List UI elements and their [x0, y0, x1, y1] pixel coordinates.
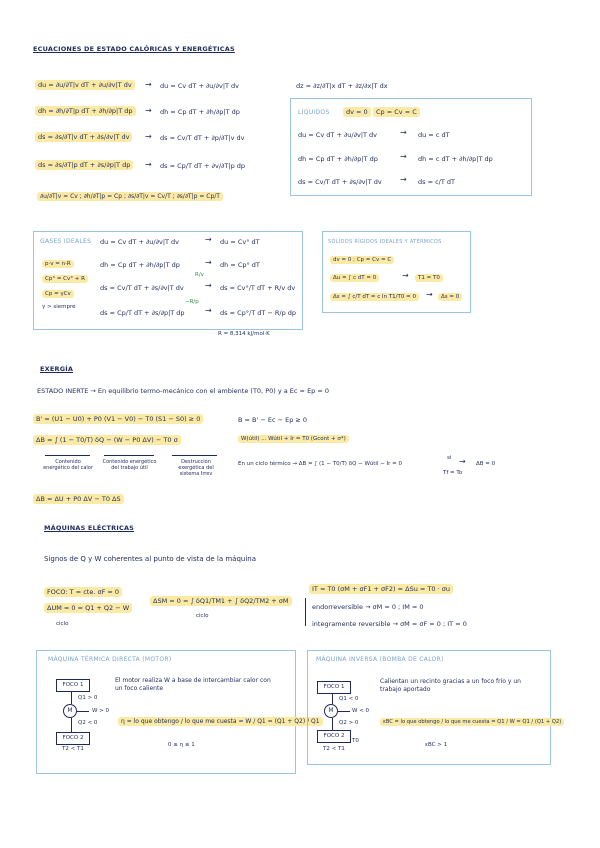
bomba-w: W < 0 [352, 708, 370, 714]
motor-q1: Q1 > 0 [78, 695, 98, 701]
bomba-range: εBC > 1 [425, 742, 448, 748]
arrow-icon: → [426, 290, 433, 299]
foco-text: FOCO: T = cte. σF = 0 [44, 587, 122, 597]
liquidos-du-result: du = c dT [418, 131, 450, 139]
eq-identities: ∂u/∂T|v = Cv ; ∂h/∂T|p = Cp ; ∂s/∂T|v = Cv/T ; ∂s/∂T|p = Cp/T [37, 192, 223, 201]
gases-prop-1: Cp° = Cv° + R [42, 275, 88, 283]
eq-dh-partial: dh = ∂h/∂T|p dT + ∂h/∂p|T dp [35, 106, 136, 116]
liquidos-cond-cp: Cp = Cv = C [373, 107, 420, 117]
eq-ds1-partial: ds = ∂s/∂T|v dT + ∂s/∂v|T dv [35, 132, 132, 142]
arrow-icon: → [145, 106, 152, 115]
gases-du: du = Cv dT + ∂u/∂v|T dv [100, 238, 180, 246]
signos-text: Signos de Q y W coherentes al punto de vista de la máquina [44, 555, 257, 563]
exergia-delta-b: ΔB = ∫ (1 − T0/T) δQ − (W − P0 ΔV) − T0 σ [33, 435, 181, 445]
bracket-line [305, 598, 306, 626]
arrow-icon: → [400, 175, 407, 184]
motor-w: W > 0 [92, 708, 110, 714]
arrow-icon: → [145, 132, 152, 141]
irrev-total: IT = T0 (σM + σF1 + σF2) = ΔSu = T0 · σu [309, 584, 453, 594]
gases-ds1-result: ds = Cv°/T dT + R/v dv [220, 284, 296, 292]
ciclo-label-2: ciclo [196, 613, 209, 619]
arrow-icon: → [459, 457, 466, 466]
exergia-ciclo-si: si [447, 455, 452, 461]
eq-dh-result: dh = Cp dT + ∂h/∂p|T dp [160, 108, 240, 116]
endorreversible: endorreversible → σM = 0 ; IM = 0 [312, 603, 424, 611]
bomba-line-top [332, 693, 333, 704]
solidos-title: SÓLIDOS RÍGIDOS IDEALES Y ATÉRMICOS [328, 239, 442, 245]
eq-ds1-result: ds = Cv/T dT + ∂p/∂T|v dv [160, 134, 245, 142]
arrow-icon: → [145, 160, 152, 169]
solidos-du: Δu = ∫ c dT = 0 [330, 274, 379, 282]
exergia-delta-b2: ΔB = ΔU + P0 ΔV − T0 ΔS [33, 494, 124, 504]
eq-dz: dz = ∂z/∂T|x dT + ∂z/∂x|T dx [296, 82, 388, 90]
delta-um: ΔUM = 0 = Q1 + Q2 − W [44, 603, 132, 613]
gases-title: GASES IDEALES [40, 238, 92, 245]
bomba-desc: Calientan un recinto gracias a un foco frío y un trabajo aportado [380, 678, 521, 693]
arrow-icon: → [205, 281, 212, 290]
solidos-cond: dv = 0 ; Cp = Cv = C [330, 256, 394, 264]
motor-eta: η = lo que obtengo / lo que me cuesta = W / Q1 = (Q1 + Q2) / Q1 [118, 717, 323, 726]
motor-line-top [71, 691, 72, 704]
exergia-w-util: W(útil) ... Wútil + Ir = T0 (Gcont + σ*) [238, 435, 349, 443]
gases-note-rv: R/v [195, 272, 204, 278]
liquidos-dh-result: dh = c dT + ∂h/∂p|T dp [418, 155, 493, 163]
bomba-eps: εBC = lo que obtengo / lo que me cuesta = Q1 / W = Q1 / (Q1 + Q2) [380, 718, 564, 726]
motor-temp: T2 < T1 [62, 746, 84, 752]
gas-constant: R = 8,314 kJ/mol·K [218, 331, 270, 337]
exergia-ciclo-cond: Tf = To [443, 470, 463, 476]
delta-sm: ΔSM = 0 = ∫ δQ1/TM1 + ∫ δQ2/TM2 + σM [150, 596, 292, 606]
gases-dh-result: dh = Cp° dT [220, 261, 260, 269]
section-title-maquinas: MÁQUINAS ELÉCTRICAS [44, 524, 135, 532]
gases-prop-3: γ > siempre [42, 304, 76, 310]
gases-dh: dh = Cp dT + ∂h/∂p|T dp [100, 261, 180, 269]
section-title-ecuaciones: ECUACIONES DE ESTADO CALÓRICAS Y ENERGÉTICAS [33, 45, 235, 53]
underline [172, 455, 217, 456]
motor-w-line [77, 711, 89, 712]
arrow-icon: → [400, 128, 407, 137]
arrow-icon: → [205, 306, 212, 315]
ciclo-label-1: ciclo [56, 621, 69, 627]
section-title-exergia: EXERGÍA [40, 365, 74, 373]
bomba-q1: Q1 < 0 [339, 696, 359, 702]
gases-du-result: du = Cv° dT [220, 238, 260, 246]
underline [45, 455, 90, 456]
motor-m-icon: M [63, 704, 77, 718]
underline [104, 455, 154, 456]
exergia-ciclo-result: ΔB = 0 [476, 461, 496, 467]
exergia-ciclo: En un ciclo térmico → ΔB = ∫ (1 − T0/T) δQ − Wútil − Ir = 0 [238, 461, 403, 467]
bomba-t0: T0 [352, 738, 359, 744]
liquidos-ds-result: ds = c/T dT [418, 178, 455, 186]
solidos-ds-result: Δs = 0 [438, 293, 462, 301]
gases-note-rp: −R/p [185, 299, 199, 305]
exergia-b-prime: B' = (U1 − U0) + P0 (V1 − V0) − T0 (S1 − S0) ≥ 0 [33, 414, 203, 424]
arrow-icon: → [205, 258, 212, 267]
arrow-icon: → [205, 235, 212, 244]
bomba-foco1: FOCO 1 [317, 681, 351, 694]
motor-line-bottom [71, 718, 72, 732]
liquidos-cond-dv: dv = 0 [343, 107, 371, 117]
motor-foco1: FOCO 1 [56, 679, 90, 692]
gases-prop-2: Cp = γCv [42, 290, 74, 298]
bomba-temp: T2 < T1 [323, 746, 345, 752]
arrow-icon: → [400, 152, 407, 161]
exergia-b: B = B' − Ec − Ep ≥ 0 [238, 416, 308, 424]
note-contenido-calor: Contenido energético del calor [43, 459, 93, 471]
liquidos-dh: dh = Cp dT + ∂h/∂p|T dp [298, 155, 378, 163]
bomba-line-bottom [332, 718, 333, 730]
gases-ds1: ds = Cv/T dT + ∂s/∂v|T dv [100, 284, 184, 292]
motor-foco2: FOCO 2 [56, 732, 90, 745]
gases-ds2-result: ds = Cp°/T dT − R/p dp [220, 309, 297, 317]
gases-prop-0: p·v = n·R [42, 260, 74, 268]
note-destruccion: Destrucción exergética del sistema Irrev [178, 459, 214, 477]
eq-ds2-result: ds = Cp/T dT + ∂v/∂T|p dp [160, 162, 246, 170]
bomba-foco2: FOCO 2 [317, 730, 351, 743]
solidos-ds: Δs = ∫ c/T dT = c ln T1/T0 = 0 [330, 293, 419, 301]
solidos-du-result: T1 = T0 [415, 274, 443, 282]
arrow-icon: → [145, 80, 152, 89]
eq-ds2-partial: ds = ∂s/∂T|p dT + ∂s/∂p|T dp [35, 160, 133, 170]
bomba-m-icon: M [324, 704, 338, 718]
eq-du-partial: du = ∂u/∂T|v dT + ∂u/∂v|T dv [35, 80, 135, 90]
integramente-reversible: integramente reversible → σM = σF = 0 ; IT = 0 [312, 620, 467, 628]
motor-desc: El motor realiza W a base de intercambiar calor con un foco caliente [115, 677, 271, 692]
liquidos-du: du = Cv dT + ∂u/∂v|T dv [298, 131, 378, 139]
liquidos-title: LÍQUIDOS [298, 109, 330, 116]
bomba-title: MÁQUINA INVERSA (BOMBA DE CALOR) [316, 656, 444, 663]
bomba-w-line [338, 711, 350, 712]
motor-range: 0 ≤ η ≤ 1 [168, 742, 195, 748]
motor-title: MÁQUINA TÉRMICA DIRECTA (MOTOR) [48, 656, 172, 663]
gases-ds2: ds = Cp/T dT + ∂s/∂p|T dp [100, 309, 185, 317]
note-contenido-trabajo: Contenido energético del trabajo útil [102, 459, 157, 471]
eq-du-result: du = Cv dT + ∂u/∂v|T dv [160, 82, 240, 90]
motor-q2: Q2 < 0 [78, 720, 98, 726]
bomba-q2: Q2 > 0 [339, 720, 359, 726]
estado-inerte: ESTADO INERTE → En equilibrio termo-mecánico con el ambiente (T0, P0) y a Ec = Ep = 0 [37, 387, 330, 395]
arrow-icon: → [402, 271, 409, 280]
liquidos-ds: ds = Cv/T dT + ∂s/∂v|T dv [298, 178, 382, 186]
